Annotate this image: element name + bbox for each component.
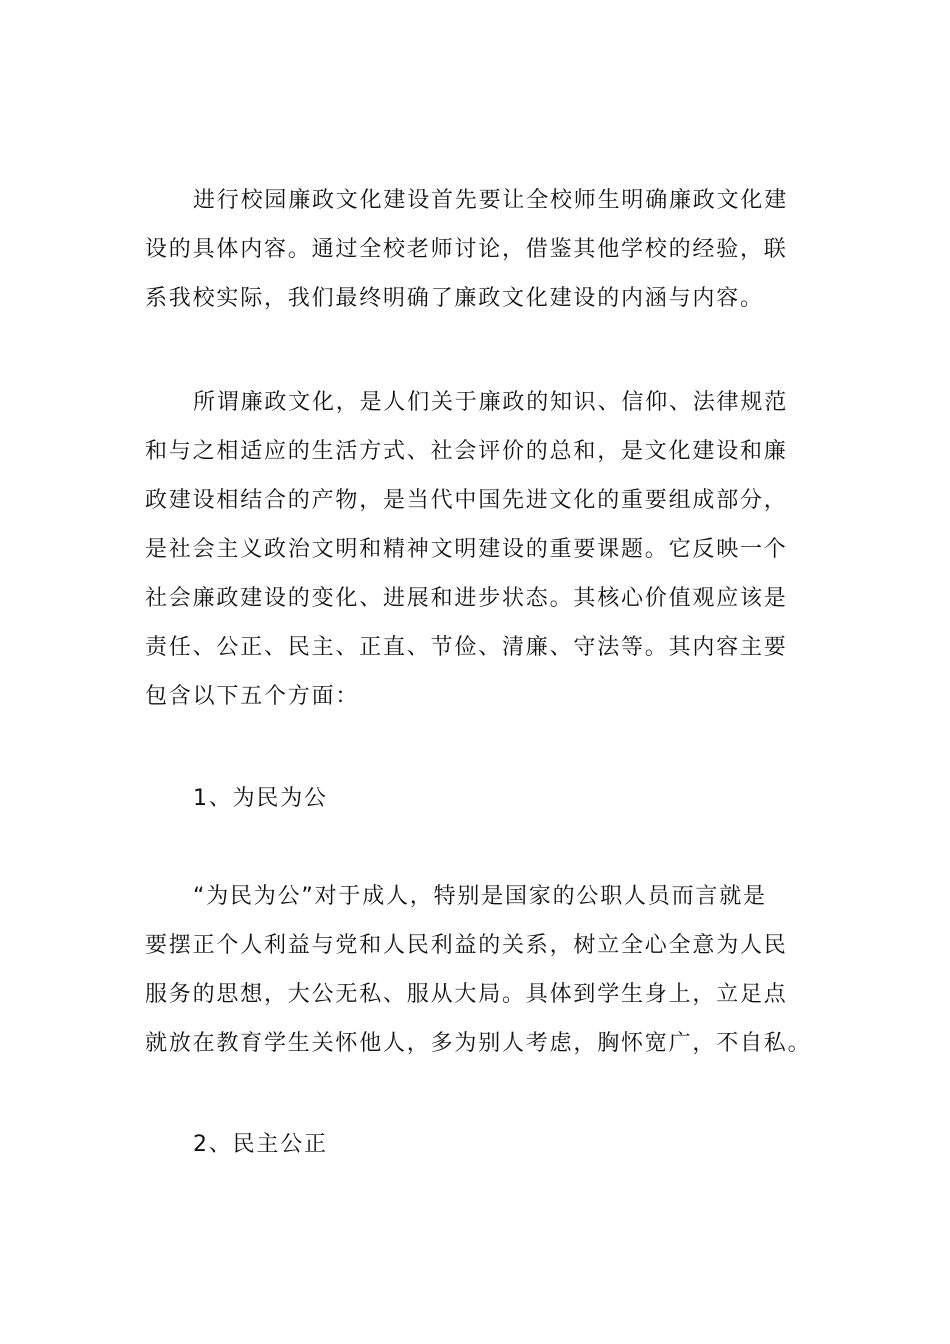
text-line: “为民为公”对于成人，特别是国家的公职人员而言就是: [193, 884, 767, 909]
text-line: 要摆正个人利益与党和人民利益的关系，树立全心全意为人民: [145, 933, 788, 958]
text-line: 就放在教育学生关怀他人，多为别人考虑，胸怀宽广，不自私。: [145, 1031, 812, 1056]
text-line: 是社会主义政治文明和精神文明建设的重要课题。它反映一个: [145, 537, 788, 562]
text-line: 进行校园廉政文化建设首先要让全校师生明确廉政文化建: [193, 188, 789, 213]
section-heading-2: [145, 1120, 807, 1169]
text-line: 责任、公正、民主、正直、节俭、清廉、守法等。其内容主要: [145, 635, 788, 660]
text-line: 所谓廉政文化，是人们关于廉政的知识、信仰、法律规范: [193, 390, 789, 415]
section-heading-1: [145, 774, 807, 823]
heading-text: 2、民主公正: [193, 1132, 328, 1157]
paragraph-section-1: [145, 872, 812, 1068]
paragraph-definition: [145, 378, 807, 721]
text-line: 政建设相结合的产物，是当代中国先进文化的重要组成部分，: [145, 488, 788, 513]
heading-text: 1、为民为公: [193, 786, 328, 811]
text-line: 社会廉政建设的变化、进展和进步状态。其核心价值观应该是: [145, 586, 788, 611]
text-line: 服务的思想，大公无私、服从大局。具体到学生身上，立足点: [145, 982, 788, 1007]
text-line: 包含以下五个方面：: [145, 684, 360, 709]
text-line: 和与之相适应的生活方式、社会评价的总和，是文化建设和廉: [145, 439, 788, 464]
text-line: 设的具体内容。通过全校老师讨论，借鉴其他学校的经验，联: [145, 237, 788, 262]
paragraph-intro: [145, 176, 807, 323]
text-line: 系我校实际，我们最终明确了廉政文化建设的内涵与内容。: [145, 286, 764, 311]
